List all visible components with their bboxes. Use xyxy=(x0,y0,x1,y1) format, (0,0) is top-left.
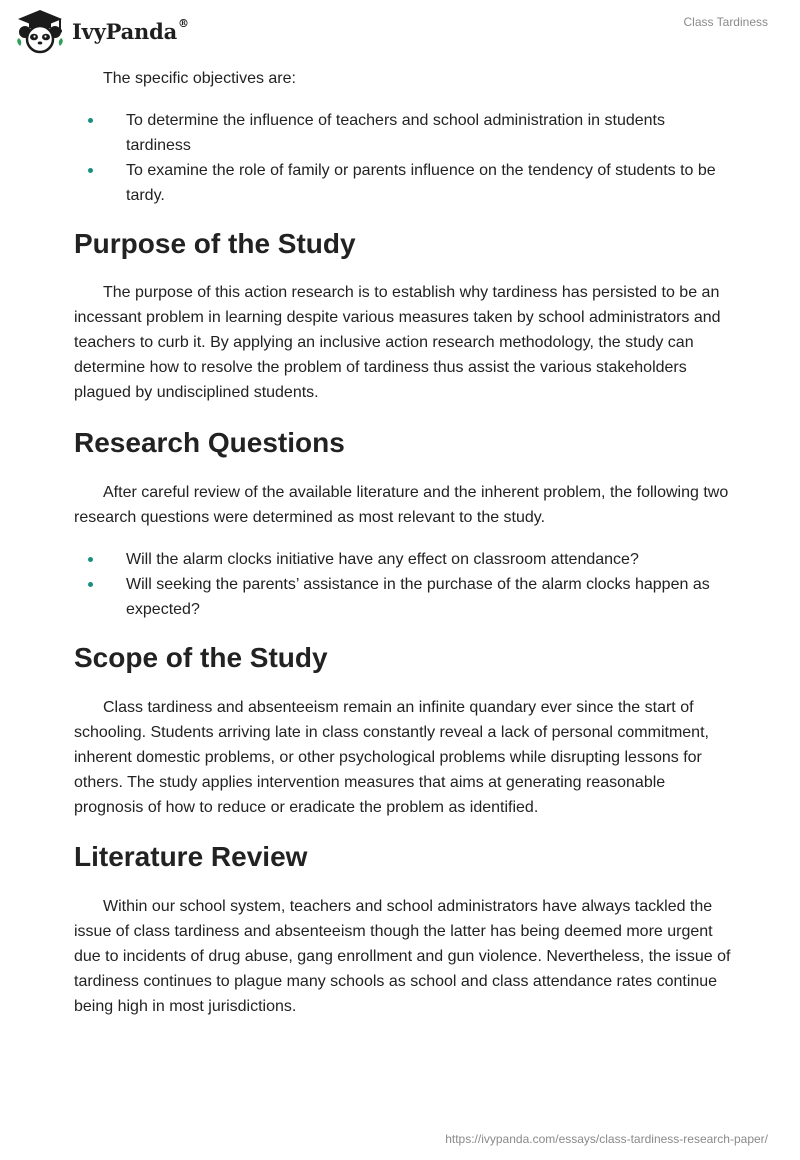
list-item: Will the alarm clocks initiative have any effect on classroom attendance? xyxy=(74,547,734,572)
section-heading-purpose: Purpose of the Study xyxy=(74,228,356,259)
objectives-list xyxy=(74,108,734,208)
list-item: To examine the role of family or parents influence on the tendency of students to be tardy. xyxy=(74,158,734,208)
bullet-icon xyxy=(88,582,93,587)
literature-review-paragraph: Within our school system, teachers and school administrators have always tackled the issue of class tardiness and absenteeism though the latter has being deemed more urgent due to incidents of drug abuse, gang enrollment and gun violence. Nevertheless, the issue of tardiness continues to plague many schools as school and class attendance rates continue being high in most jurisdictions. xyxy=(74,898,731,1015)
ivypanda-logo[interactable] xyxy=(14,8,189,54)
bullet-icon xyxy=(88,118,93,123)
bullet-icon xyxy=(88,557,93,562)
list-item: Will seeking the parents’ assistance in the purchase of the alarm clocks happen as expected? xyxy=(74,572,734,622)
essay-content xyxy=(74,66,734,1019)
scope-paragraph: Class tardiness and absenteeism remain an infinite quandary ever since the start of schooling. Students arriving late in class constantly reveal a lack of personal commitment, inherent domestic problems, or other psychological problems while disrupting lessons for others. The study applies intervention measures that aims at generating reasonable prognosis of how to reduce or eradicate the problem as identified. xyxy=(74,699,709,816)
intro-paragraph: The specific objectives are: xyxy=(103,70,296,87)
section-heading-scope: Scope of the Study xyxy=(74,642,328,673)
list-item: To determine the influence of teachers and school administration in students tardiness xyxy=(74,108,734,158)
panda-graduate-icon xyxy=(14,8,66,54)
research-questions-list xyxy=(74,547,734,622)
purpose-paragraph: The purpose of this action research is to establish why tardiness has persisted to be an incessant problem in learning despite various measures taken by school administrators and teachers to curb it. By applying an inclusive action research methodology, the study can determine how to resolve the problem of tardiness thus assist the various stakeholders plagued by undisciplined students. xyxy=(74,284,721,401)
section-heading-literature-review: Literature Review xyxy=(74,841,308,872)
page-header xyxy=(0,0,800,60)
bullet-icon xyxy=(88,168,93,173)
document-title: Class Tardiness xyxy=(683,15,768,29)
registered-mark: ® xyxy=(178,16,189,30)
brand-name: IvyPanda® xyxy=(72,16,189,44)
source-url[interactable]: https://ivypanda.com/essays/class-tardiness-research-paper/ xyxy=(445,1132,768,1146)
research-questions-paragraph: After careful review of the available literature and the inherent problem, the following two research questions were determined as most relevant to the study. xyxy=(74,484,729,526)
section-heading-research-questions: Research Questions xyxy=(74,427,345,458)
